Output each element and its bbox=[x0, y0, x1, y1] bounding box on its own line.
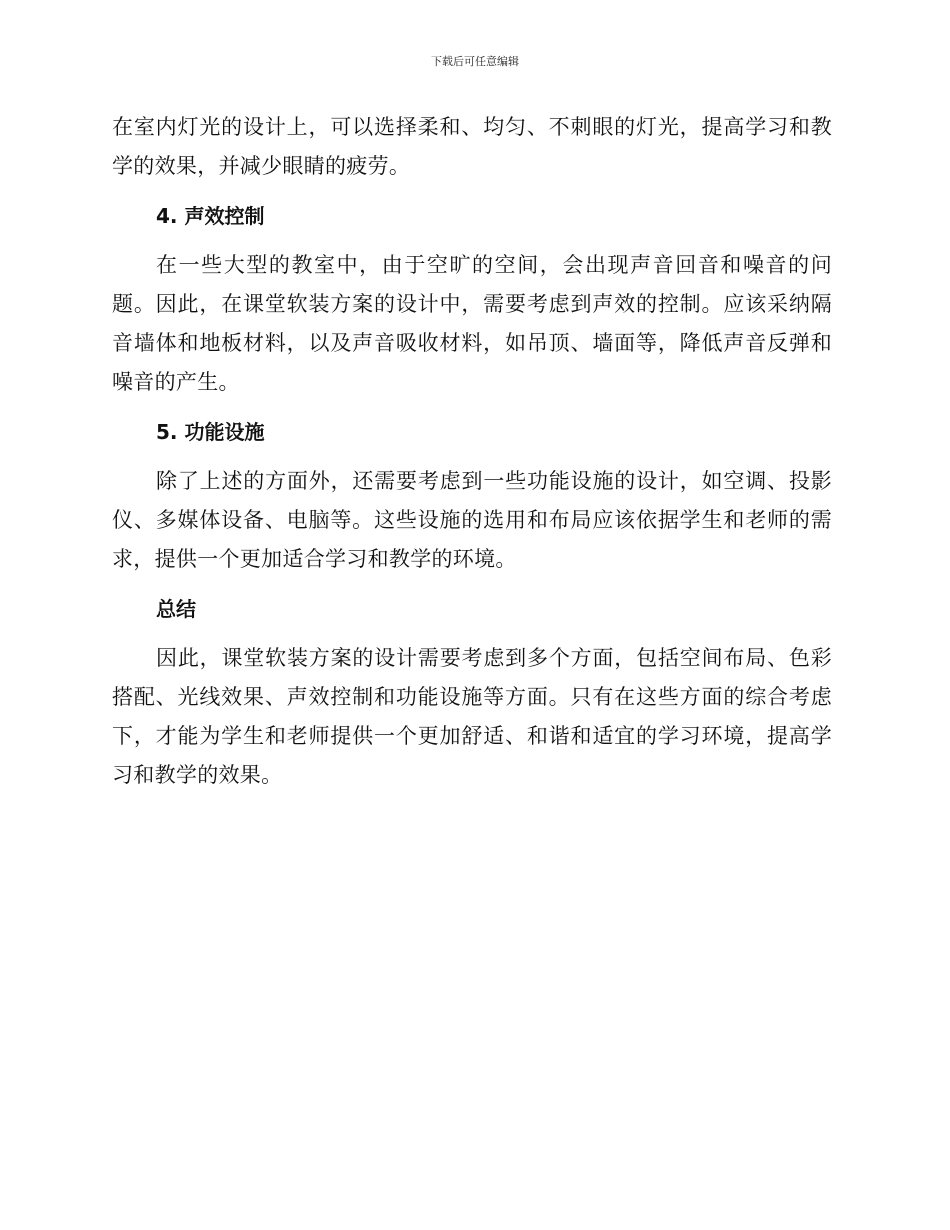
section-paragraph-facilities: 除了上述的方面外，还需要考虑到一些功能设施的设计，如空调、投影仪、多媒体设备、电脑等。这些设施的选用和布局应该依据学生和老师的需求，提供一个更加适合学习和教学的环境。 bbox=[112, 469, 832, 571]
section-heading-sound: 4. 声效控制 bbox=[156, 204, 265, 228]
page-header: 下载后可任意编辑 bbox=[431, 55, 519, 68]
section-paragraph-sound: 在一些大型的教室中，由于空旷的空间，会出现声音回音和噪音的问题。因此，在课堂软装方案的设计中，需要考虑到声效的控制。应该采纳隔音墙体和地板材料，以及声音吸收材料，如吊顶、墙面等，降低声音反弹和噪音的产生。 bbox=[112, 253, 832, 394]
document-body bbox=[112, 108, 832, 795]
section-paragraph-summary: 因此，课堂软装方案的设计需要考虑到多个方面，包括空间布局、色彩搭配、光线效果、声效控制和功能设施等方面。只有在这些方面的综合考虑下，才能为学生和老师提供一个更加舒适、和谐和适宜的学习环境，提高学习和教学的效果。 bbox=[112, 646, 832, 787]
section-heading-summary: 总结 bbox=[156, 597, 196, 621]
intro-paragraph: 在室内灯光的设计上，可以选择柔和、均匀、不刺眼的灯光，提高学习和教学的效果，并减少眼睛的疲劳。 bbox=[112, 115, 832, 178]
section-heading-facilities: 5. 功能设施 bbox=[156, 420, 265, 444]
